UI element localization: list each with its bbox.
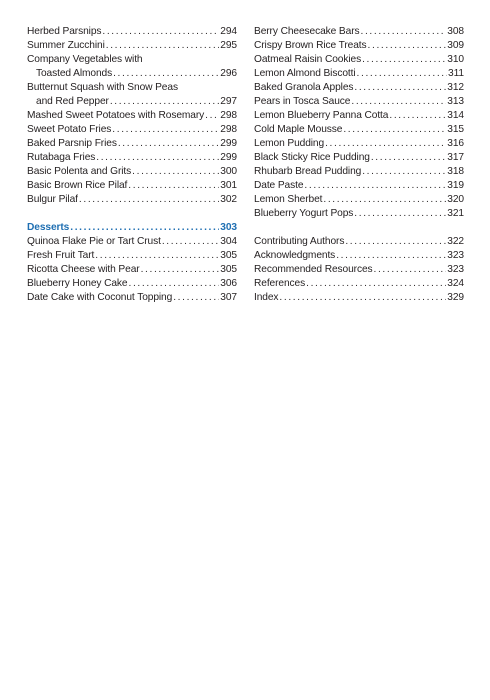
toc-entry-page: 315 <box>447 124 464 135</box>
toc-entry-page: 319 <box>447 180 464 191</box>
toc-entry-title: Acknowledgments <box>254 250 336 261</box>
dot-leader <box>162 235 219 249</box>
toc-entry-title: Blueberry Yogurt Pops <box>254 208 354 219</box>
toc-entry-page: 329 <box>447 292 464 303</box>
toc-entry-title: Lemon Blueberry Panna Cotta <box>254 110 389 121</box>
toc-entry-line <box>27 67 237 81</box>
toc-entry-lemon-pudding[interactable] <box>254 137 464 151</box>
toc-entry-page: 316 <box>447 138 464 149</box>
toc-entry-page: 306 <box>220 278 237 289</box>
toc-entry-title: Rhubarb Bread Pudding <box>254 166 362 177</box>
dot-leader <box>389 109 446 123</box>
toc-entry-page: 317 <box>447 152 464 163</box>
toc-entry-page: 294 <box>220 26 237 37</box>
toc-entry-oatmeal-raisin-cookies[interactable] <box>254 53 464 67</box>
toc-entry-baked-granola-apples[interactable] <box>254 81 464 95</box>
toc-entry-page: 300 <box>220 166 237 177</box>
dot-leader <box>118 137 219 151</box>
toc-entry-pears-in-tosca-sauce[interactable] <box>254 95 464 109</box>
toc-entry-quinoa-flake-pie[interactable] <box>27 235 237 249</box>
dot-leader <box>279 291 446 305</box>
toc-entry-title: Company Vegetables with <box>27 54 143 65</box>
toc-entry-title: Blueberry Honey Cake <box>27 278 128 289</box>
dot-leader <box>304 179 446 193</box>
dot-leader <box>132 165 219 179</box>
toc-entry-title-continued: Toasted Almonds <box>36 68 113 79</box>
toc-entry-crispy-brown-rice-treats[interactable] <box>254 39 464 53</box>
dot-leader <box>360 25 446 39</box>
section-heading-title: Desserts <box>27 222 70 233</box>
section-heading-page: 303 <box>220 222 237 233</box>
dot-leader <box>96 151 219 165</box>
toc-entry-lemon-blueberry-panna-cotta[interactable] <box>254 109 464 123</box>
toc-entry-page: 298 <box>220 110 237 121</box>
toc-entry-page: 299 <box>220 138 237 149</box>
toc-entry-title-continued: and Red Pepper <box>36 96 109 107</box>
toc-entry-title: Basic Brown Rice Pilaf <box>27 180 128 191</box>
toc-entry-page: 302 <box>220 194 237 205</box>
toc-entry-berry-cheesecake-bars[interactable] <box>254 25 464 39</box>
toc-entry-bulgur-pilaf[interactable] <box>27 193 237 207</box>
dot-leader <box>128 179 219 193</box>
toc-entry-title: Pears in Tosca Sauce <box>254 96 351 107</box>
toc-entry-black-sticky-rice-pudding[interactable] <box>254 151 464 165</box>
dot-leader <box>371 151 446 165</box>
toc-entry-page: 308 <box>447 26 464 37</box>
toc-section-desserts[interactable] <box>27 221 237 235</box>
toc-entry-title: Fresh Fruit Tart <box>27 250 95 261</box>
toc-entry-page: 304 <box>220 236 237 247</box>
dot-leader <box>205 109 219 123</box>
toc-entry-title: Berry Cheesecake Bars <box>254 26 360 37</box>
toc-entry-line <box>27 53 237 67</box>
dot-leader <box>374 263 447 277</box>
toc-entry-fresh-fruit-tart[interactable] <box>27 249 237 263</box>
toc-entry-title: Recommended Resources <box>254 264 373 275</box>
toc-entry-title: Date Cake with Coconut Topping <box>27 292 173 303</box>
toc-entry-date-paste[interactable] <box>254 179 464 193</box>
dot-leader <box>129 277 220 291</box>
dot-leader <box>112 123 219 137</box>
toc-entry-herbed-parsnips[interactable] <box>27 25 237 39</box>
toc-entry-line <box>27 95 237 109</box>
section-spacer <box>27 207 237 221</box>
toc-entry-title: Butternut Squash with Snow Peas <box>27 82 178 93</box>
toc-entry-page: 313 <box>447 96 464 107</box>
dot-leader <box>110 95 219 109</box>
dot-leader <box>95 249 219 263</box>
toc-entry-title: Summer Zucchini <box>27 40 105 51</box>
toc-entry-brown-rice-pilaf[interactable] <box>27 179 237 193</box>
dot-leader <box>306 277 446 291</box>
toc-entry-title: Oatmeal Raisin Cookies <box>254 54 362 65</box>
toc-entry-title: References <box>254 278 306 289</box>
toc-entry-title: Baked Granola Apples <box>254 82 354 93</box>
toc-left-column <box>27 25 237 305</box>
toc-entry-lemon-sherbet[interactable] <box>254 193 464 207</box>
toc-entry-recommended-resources[interactable] <box>254 263 464 277</box>
toc-entry-page: 298 <box>220 124 237 135</box>
toc-entry-page: 299 <box>220 152 237 163</box>
toc-entry-page: 312 <box>447 82 464 93</box>
toc-entry-mashed-sweet-potatoes[interactable] <box>27 109 237 123</box>
toc-entry-page: 314 <box>447 110 464 121</box>
toc-entry-title: Index <box>254 292 279 303</box>
toc-entry-contributing-authors[interactable] <box>254 235 464 249</box>
toc-entry-cold-maple-mousse[interactable] <box>254 123 464 137</box>
dot-leader <box>354 81 446 95</box>
toc-entry-references[interactable] <box>254 277 464 291</box>
toc-entry-title: Date Paste <box>254 180 304 191</box>
toc-entry-blueberry-honey-cake[interactable] <box>27 277 237 291</box>
toc-entry-title: Contributing Authors <box>254 236 345 247</box>
dot-leader <box>362 165 446 179</box>
toc-entry-title: Quinoa Flake Pie or Tart Crust <box>27 236 161 247</box>
toc-entry-title: Black Sticky Rice Pudding <box>254 152 370 163</box>
toc-entry-title: Lemon Pudding <box>254 138 325 149</box>
dot-leader <box>325 137 446 151</box>
toc-entry-baked-parsnip-fries[interactable] <box>27 137 237 151</box>
toc-entry-summer-zucchini[interactable] <box>27 39 237 53</box>
toc-entry-title: Lemon Almond Biscotti <box>254 68 356 79</box>
toc-entry-butternut-squash[interactable] <box>27 81 237 109</box>
toc-entry-page: 324 <box>447 278 464 289</box>
toc-entry-title: Bulgur Pilaf <box>27 194 78 205</box>
toc-entry-company-vegetables[interactable] <box>27 53 237 81</box>
toc-entry-page: 318 <box>447 166 464 177</box>
dot-leader <box>336 249 446 263</box>
dot-leader <box>357 67 448 81</box>
toc-entry-page: 309 <box>447 40 464 51</box>
dot-leader <box>70 221 219 235</box>
toc-entry-title: Sweet Potato Fries <box>27 124 112 135</box>
toc-entry-acknowledgments[interactable] <box>254 249 464 263</box>
toc-entry-title: Ricotta Cheese with Pear <box>27 264 140 275</box>
dot-leader <box>354 207 446 221</box>
toc-entry-page: 321 <box>447 208 464 219</box>
toc-entry-page: 311 <box>448 68 464 79</box>
toc-entry-rhubarb-bread-pudding[interactable] <box>254 165 464 179</box>
dot-leader <box>323 193 446 207</box>
toc-entry-lemon-almond-biscotti[interactable] <box>254 67 464 81</box>
toc-entry-page: 297 <box>220 96 237 107</box>
dot-leader <box>106 39 220 53</box>
toc-entry-page: 305 <box>220 250 237 261</box>
toc-entry-date-cake[interactable] <box>27 291 237 305</box>
toc-right-column <box>254 25 464 305</box>
toc-entry-title: Herbed Parsnips <box>27 26 102 37</box>
toc-entry-page: 323 <box>447 250 464 261</box>
toc-entry-blueberry-yogurt-pops[interactable] <box>254 207 464 221</box>
dot-leader <box>113 67 219 81</box>
dot-leader <box>102 25 219 39</box>
toc-entry-page: 322 <box>447 236 464 247</box>
toc-entry-page: 301 <box>220 180 237 191</box>
dot-leader <box>173 291 219 305</box>
toc-entry-page: 310 <box>447 54 464 65</box>
toc-entry-title: Basic Polenta and Grits <box>27 166 132 177</box>
toc-entry-basic-polenta[interactable] <box>27 165 237 179</box>
dot-leader <box>362 53 446 67</box>
toc-entry-page: 320 <box>447 194 464 205</box>
dot-leader <box>345 235 446 249</box>
toc-entry-page: 307 <box>220 292 237 303</box>
dot-leader <box>79 193 219 207</box>
toc-entry-title: Cold Maple Mousse <box>254 124 343 135</box>
section-spacer <box>254 221 464 235</box>
dot-leader <box>351 95 446 109</box>
dot-leader <box>343 123 446 137</box>
toc-entry-page: 305 <box>220 264 237 275</box>
toc-entry-ricotta-cheese[interactable] <box>27 263 237 277</box>
toc-entry-title: Mashed Sweet Potatoes with Rosemary <box>27 110 205 121</box>
toc-entry-title: Baked Parsnip Fries <box>27 138 117 149</box>
toc-entry-sweet-potato-fries[interactable] <box>27 123 237 137</box>
toc-entry-index[interactable] <box>254 291 464 305</box>
dot-leader <box>368 39 447 53</box>
toc-entry-title: Lemon Sherbet <box>254 194 323 205</box>
toc-entry-page: 296 <box>220 68 237 79</box>
toc-entry-title: Rutabaga Fries <box>27 152 96 163</box>
toc-entry-page: 323 <box>447 264 464 275</box>
dot-leader <box>141 263 220 277</box>
toc-entry-rutabaga-fries[interactable] <box>27 151 237 165</box>
toc-entry-title: Crispy Brown Rice Treats <box>254 40 367 51</box>
toc-entry-page: 295 <box>220 40 237 51</box>
toc-entry-line <box>27 81 237 95</box>
